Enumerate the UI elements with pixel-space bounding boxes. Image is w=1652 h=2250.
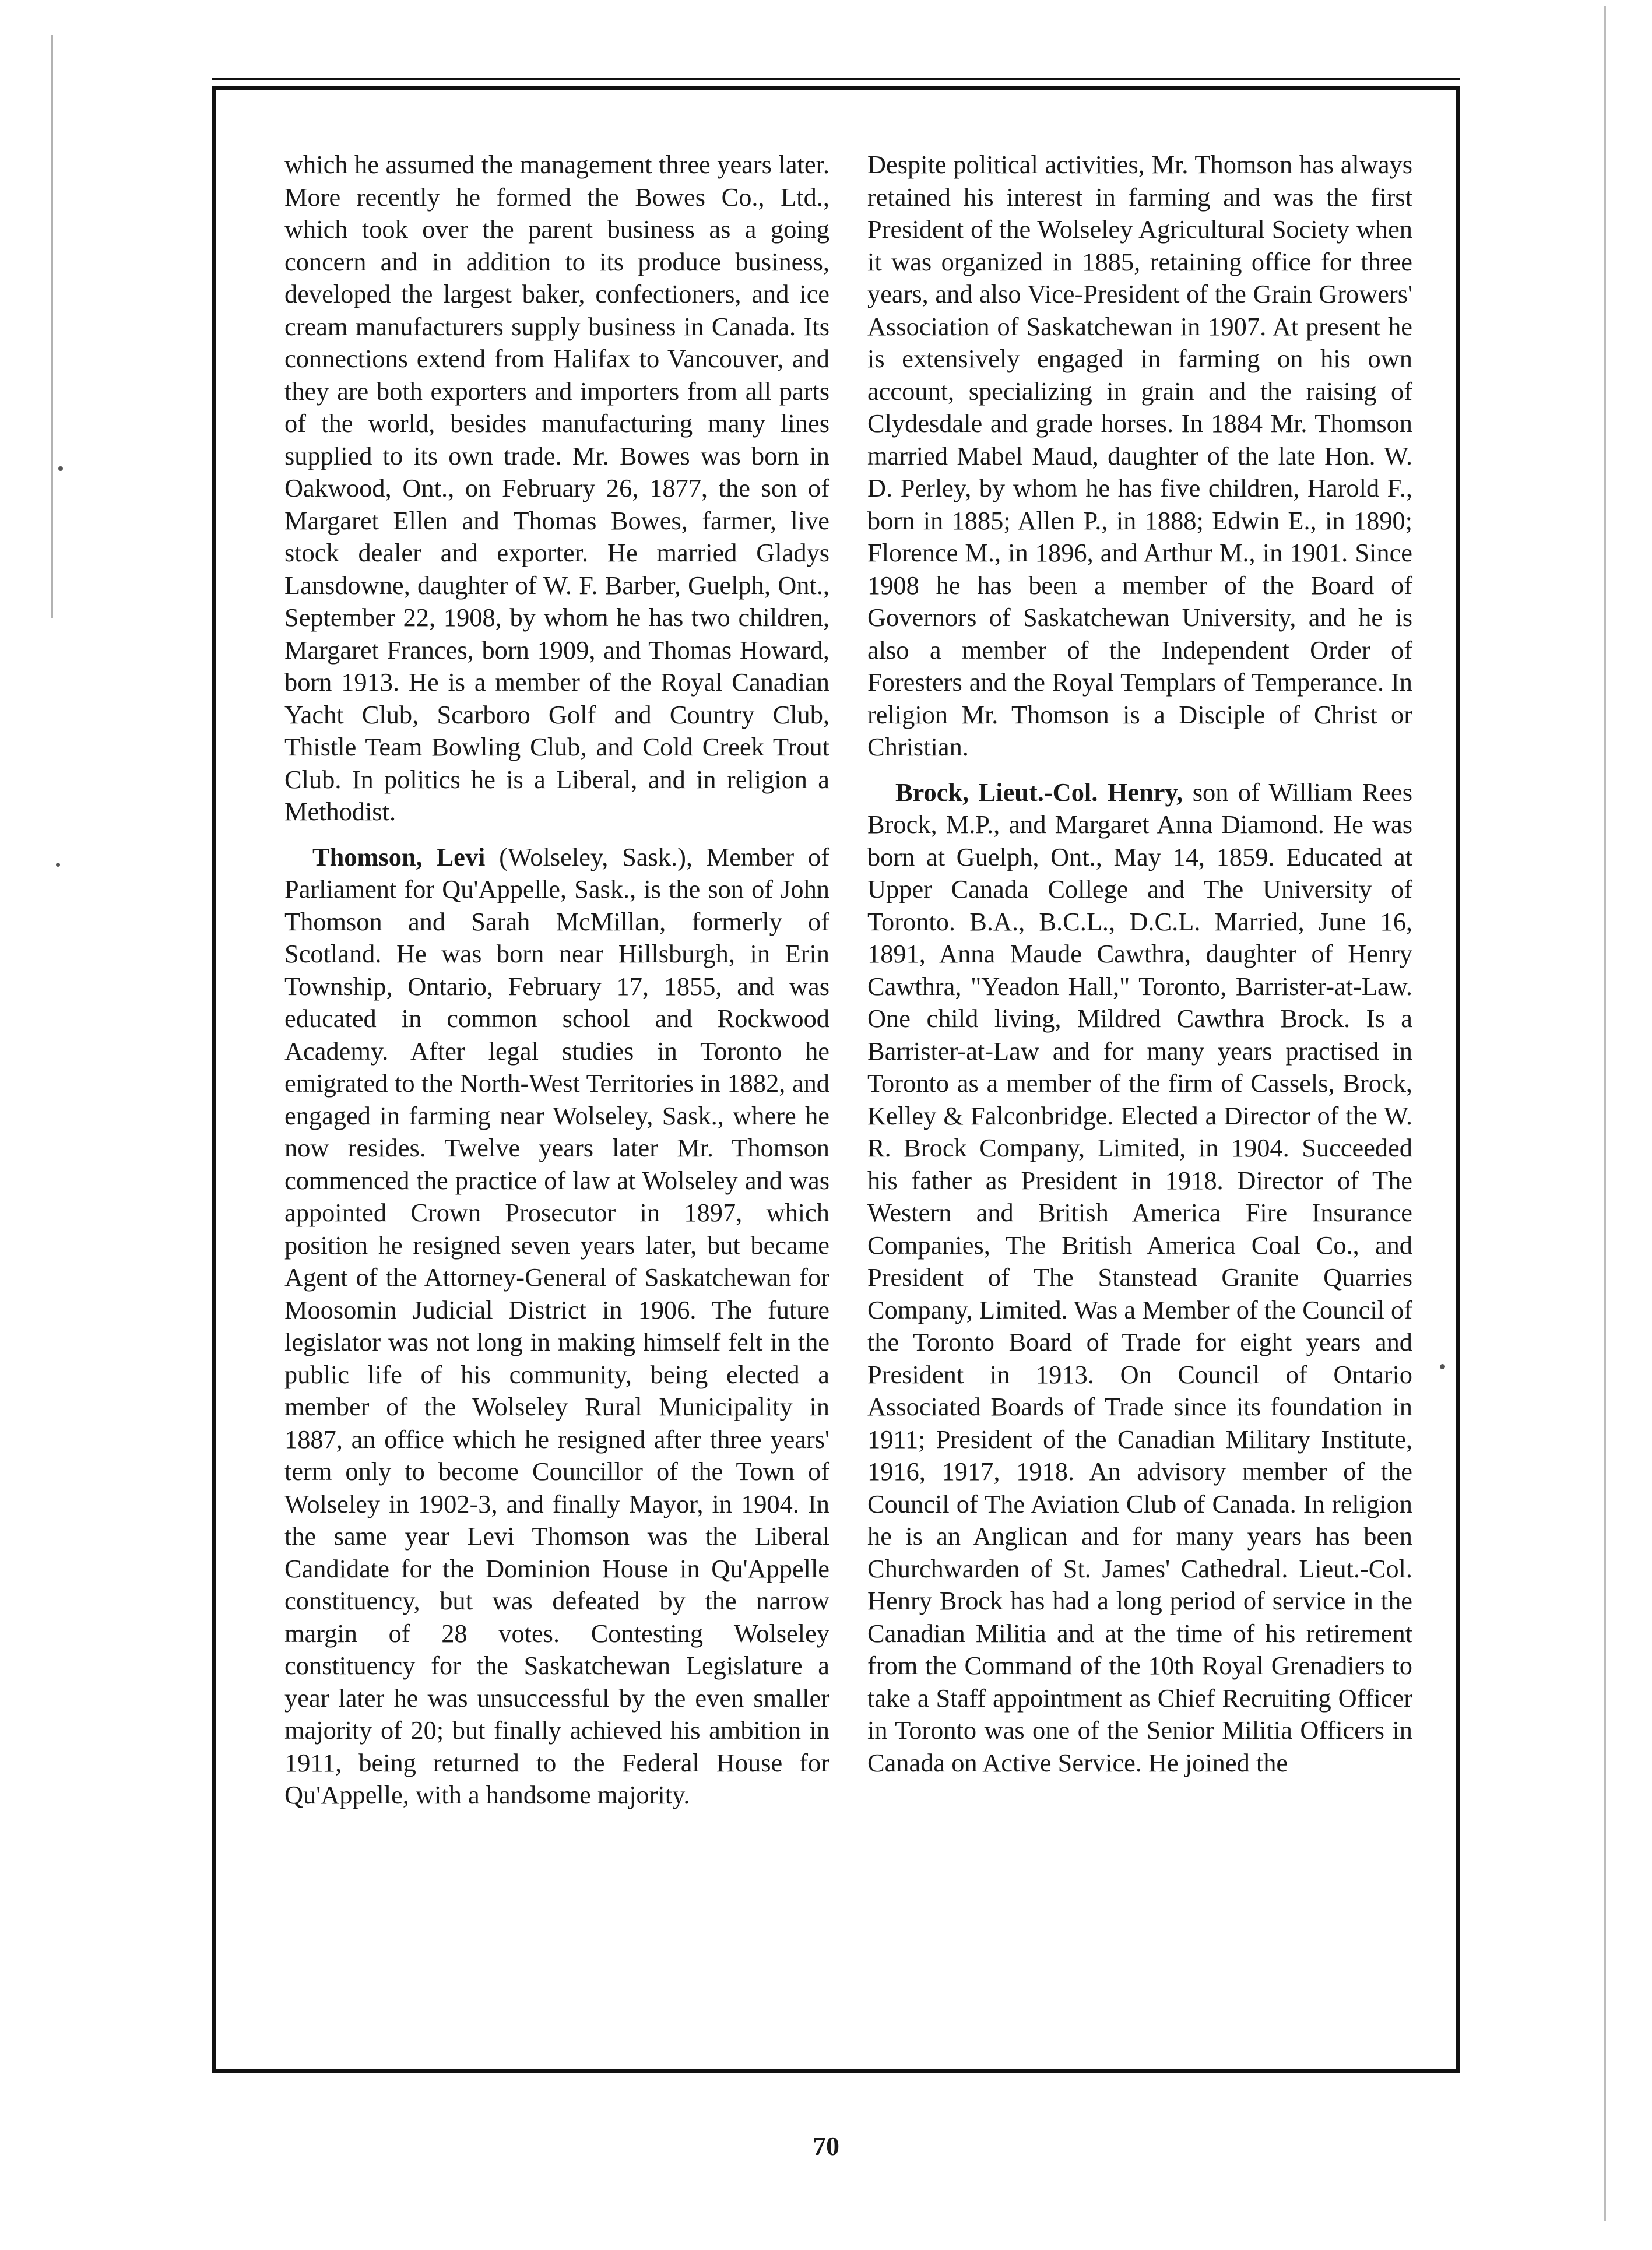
entry-body: (Wolseley, Sask.), Member of Parliament for Qu'Appelle, Sask., is the son of John Thomson and Sarah McMillan, formerly of Scotland. He was born near Hillsburgh, in Erin Township, Ontario, February 17, 1855, and was educated in common school and Rockwood Academy. After legal studies in Toronto he emigrated to the North-West Territories in 1882, and engaged in farming near Wolseley, Sask., where he now resides. Twelve years later Mr. Thomson commenced the practice of law at Wolseley and was appointed Crown Prosecutor in 1897, which position he resigned seven years later, but became Agent of the Attorney-General of Saskatchewan for Moosomin Judicial District in 1906. The future legislator was not long in making himself felt in the public life of his community, being elected a member of the Wolseley Rural Municipality in 1887, an office which he resigned after three years' term only to become Councillor of the Town of Wolseley in 1902-3, and finally Mayor, in 1904. In the same year Levi Thomson was the Liberal Candidate for the Dominion House in Qu'Appelle constituency, but was defeated by the narrow margin of 28 votes. Contesting Wolseley constituency for the Saskatchewan Legislature a year later he was unsuccessful by the even smaller majority of 20; but finally achieved his ambition in 1911, being returned to the Federal House for Qu'Appelle, with a handsome majority. — [284, 842, 829, 1809]
scan-speck — [1440, 1364, 1445, 1369]
scan-edge-left — [51, 35, 53, 618]
paragraph-thomson-continued: Despite political activities, Mr. Thomson has always retained his interest in farming and was the first President of the Wolseley Agricultural Society when it was organized in 1885, retaining office for three years, and also Vice-President of the Grain Growers' Association of Saskatchewan in 1907. At present he is extensively engaged in farming on his own account, specializing in grain and the raising of Clydesdale and grade horses. In 1884 Mr. Thomson married Mabel Maud, daughter of the late Hon. W. D. Perley, by whom he has five children, Harold F., born in 1885; Allen P., in 1888; Edwin E., in 1890; Florence M., in 1896, and Arthur M., in 1901. Since 1908 he has been a member of the Board of Governors of Saskatchewan University, and he is also a member of the Independent Order of Foresters and the Royal Templars of Temperance. In religion Mr. Thomson is a Disciple of Christ or Christian. — [867, 150, 1412, 761]
entry-thomson-levi — [284, 841, 829, 1812]
top-rule — [212, 78, 1460, 80]
paragraph-bowes-continued: which he assumed the management three years later. More recently he formed the Bowes Co., Ltd., which took over the parent business as a going concern and in addition to its produce business, developed the largest baker, confectioners, and ice cream manufacturers supply business in Canada. Its connections extend from Halifax to Vancouver, and they are both exporters and importers from all parts of the world, besides manufacturing many lines supplied to its own trade. Mr. Bowes was born in Oakwood, Ont., on February 26, 1877, the son of Margaret Ellen and Thomas Bowes, farmer, live stock dealer and exporter. He married Gladys Lansdowne, daughter of W. F. Barber, Guelph, Ont., September 22, 1908, by whom he has two children, Margaret Frances, born 1909, and Thomas Howard, born 1913. He is a member of the Royal Canadian Yacht Club, Scarboro Golf and Country Club, Thistle Team Bowling Club, and Cold Creek Trout Club. In politics he is a Liberal, and in religion a Methodist. — [284, 150, 829, 826]
scan-edge-right — [1604, 6, 1606, 2221]
scan-speck — [58, 466, 63, 471]
entry-name: Thomson, Levi — [312, 842, 486, 871]
right-column — [867, 149, 1412, 1779]
entry-body: son of William Rees Brock, M.P., and Margaret Anna Diamond. He was born at Guelph, Ont., May 14, 1859. Educated at Upper Canada College and The University of Toronto. B.A., B.C.L., D.C.L. Married, June 16, 1891, Anna Maude Cawthra, daughter of Henry Cawthra, "Yeadon Hall," Toronto, Barrister-at-Law. One child living, Mildred Cawthra Brock. Is a Barrister-at-Law and for many years practised in Toronto as a member of the firm of Cassels, Brock, Kelley & Falconbridge. Elected a Director of the W. R. Brock Company, Limited, in 1904. Succeeded his father as President in 1918. Director of The Western and British America Fire Insurance Companies, The British America Coal Co., and President of The Stanstead Granite Quarries Company, Limited. Was a Member of the Council of the Toronto Board of Trade for eight years and President in 1913. On Council of Ontario Associated Boards of Trade since its foundation in 1911; President of the Canadian Military Institute, 1916, 1917, 1918. An advisory member of the Council of The Aviation Club of Canada. In religion he is an Anglican and for many years has been Churchwarden of St. James' Cathedral. Lieut.-Col. Henry Brock has had a long period of service in the Canadian Militia and at the time of his retirement from the Command of the 10th Royal Grenadiers to take a Staff appointment as Chief Recruiting Officer in Toronto was one of the Senior Militia Officers in Canada on Active Service. He joined the — [867, 777, 1412, 1777]
entry-brock-henry — [867, 776, 1412, 1780]
entry-name: Brock, Lieut.-Col. Henry, — [895, 777, 1183, 807]
left-column — [284, 149, 829, 1812]
scan-speck — [56, 863, 60, 867]
page-number: 70 — [813, 2131, 839, 2161]
